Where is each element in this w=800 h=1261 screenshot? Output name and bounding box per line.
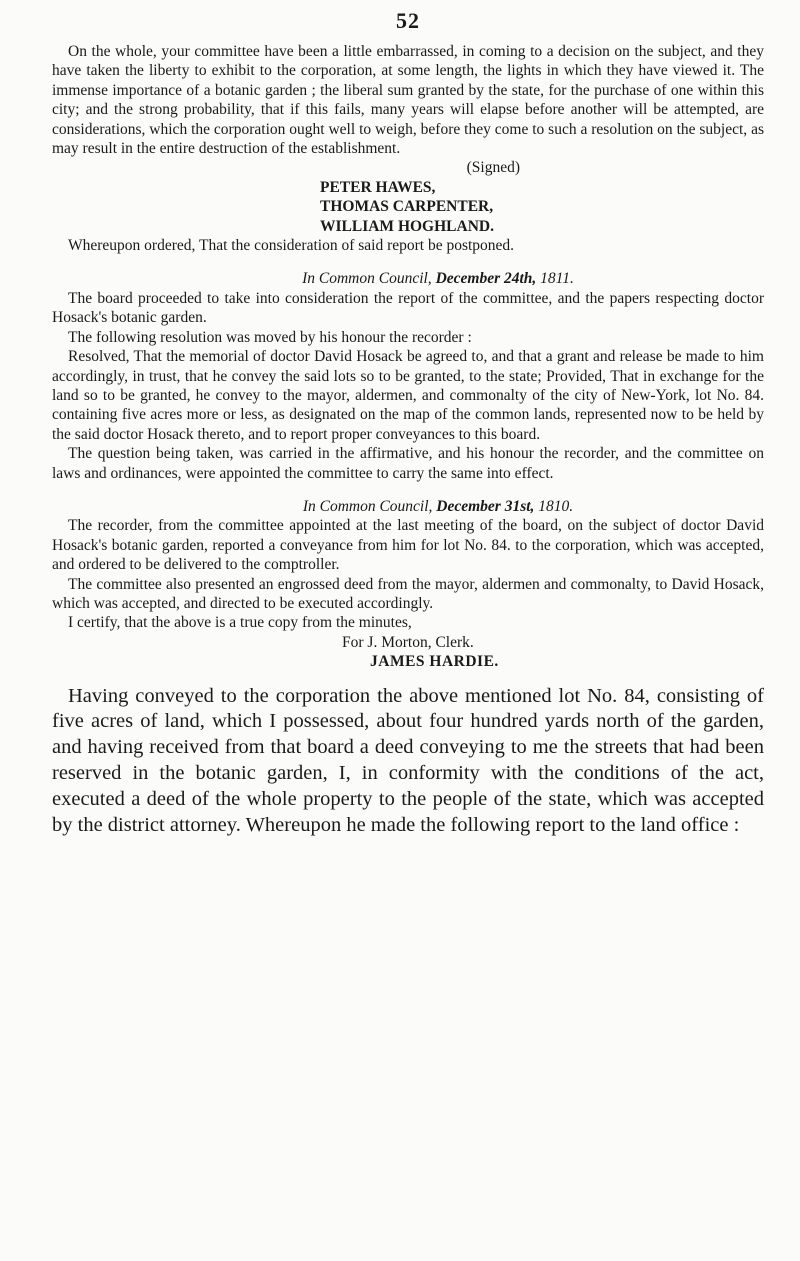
signatory-name: THOMAS CARPENTER, — [320, 198, 494, 216]
closing-section — [52, 684, 764, 839]
certify-line: I certify, that the above is a true copy from the minutes, — [68, 614, 412, 632]
for-clerk-line: For J. Morton, Clerk. — [342, 633, 474, 651]
session1-paragraph: The board proceeded to take into consideration the report of the committee, and the papers respecting doctor Hosack's botanic garden. — [52, 289, 764, 327]
session2-paragraph: The committee also presented an engrossed deed from the mayor, aldermen and commonalty, to David Hosack, which was accepted, and directed to be executed accordingly. — [52, 575, 764, 612]
heading-prefix: In Common Council, — [302, 270, 432, 288]
clerk-name: JAMES HARDIE. — [370, 653, 499, 671]
heading-year: 1810. — [538, 497, 574, 515]
signatories — [320, 178, 764, 236]
resolution-paragraph: Resolved, That the memorial of doctor David Hosack be agreed to, and that a grant and release be made to him accordingly, in trust, that he convey the said lots so to be granted, to the state; Provided, That in exchange for the land so to be granted, he convey to the mayor, aldermen, and commonalty of the city of New-York, lot No. 84. containing five acres more or less, as designated on the map of the common lands, represented now to be held by the said doctor Hosack thereto, and to report proper conveyances to this board. — [52, 348, 764, 443]
heading-date: December 31st, — [436, 497, 535, 515]
question-paragraph: The question being taken, was carried in the affirmative, and his honour the recorder, and the committee on laws and ordinances, were appointed the committee to carry the same into effect. — [52, 445, 764, 482]
heading-prefix: In Common Council, — [302, 497, 433, 515]
heading-year: 1811. — [540, 270, 574, 288]
closing-paragraph: Having conveyed to the corporation the above mentioned lot No. 84, consisting of five acres of land, which I possessed, about four hundred yards north of the garden, and having received from that board a deed conveying to me the streets that had been reserved in the botanic garden, I, in conformity with the conditions of the act, executed a deed of the whole property to the people of the state, which was accepted by the district attorney. Whereupon he made the following report to the land office : — [52, 684, 764, 836]
signed-marker: (Signed) — [466, 159, 520, 177]
session-heading-1 — [52, 269, 764, 288]
signatory-name: PETER HAWES, — [320, 178, 436, 196]
page-number: 52 — [396, 8, 420, 33]
session2-paragraph: The recorder, from the committee appointed at the last meeting of the board, on the subject of doctor David Hosack's botanic garden, reported a conveyance from him for lot No. 84. to the corporation, which was accepted, and ordered to be delivered to the comptroller. — [52, 517, 764, 574]
document-page — [52, 8, 764, 838]
signed-line — [52, 158, 764, 177]
session1-paragraph: The following resolution was moved by his honour the recorder : — [68, 328, 472, 346]
postponed-order: Whereupon ordered, That the consideration of said report be postponed. — [68, 237, 515, 255]
heading-date: December 24th, — [435, 270, 537, 288]
session-heading-2 — [52, 497, 764, 516]
report-paragraph: On the whole, your committee have been a little embarrassed, in coming to a decision on the subject, and they have taken the liberty to exhibit to the corporation, at some length, the lights in which they have viewed it. The immense importance of a botanic garden ; the liberal sum granted by the state, for the purchase of one within this city; and the strong probability, that if this fails, many years will elapse before another will be attempted, are considerations, which the corporation ought well to weigh, before they come to such a resolution on the subject, as may result in the entire destruction of the establishment. — [52, 43, 764, 158]
signatory-name: WILLIAM HOGHLAND. — [320, 217, 494, 235]
